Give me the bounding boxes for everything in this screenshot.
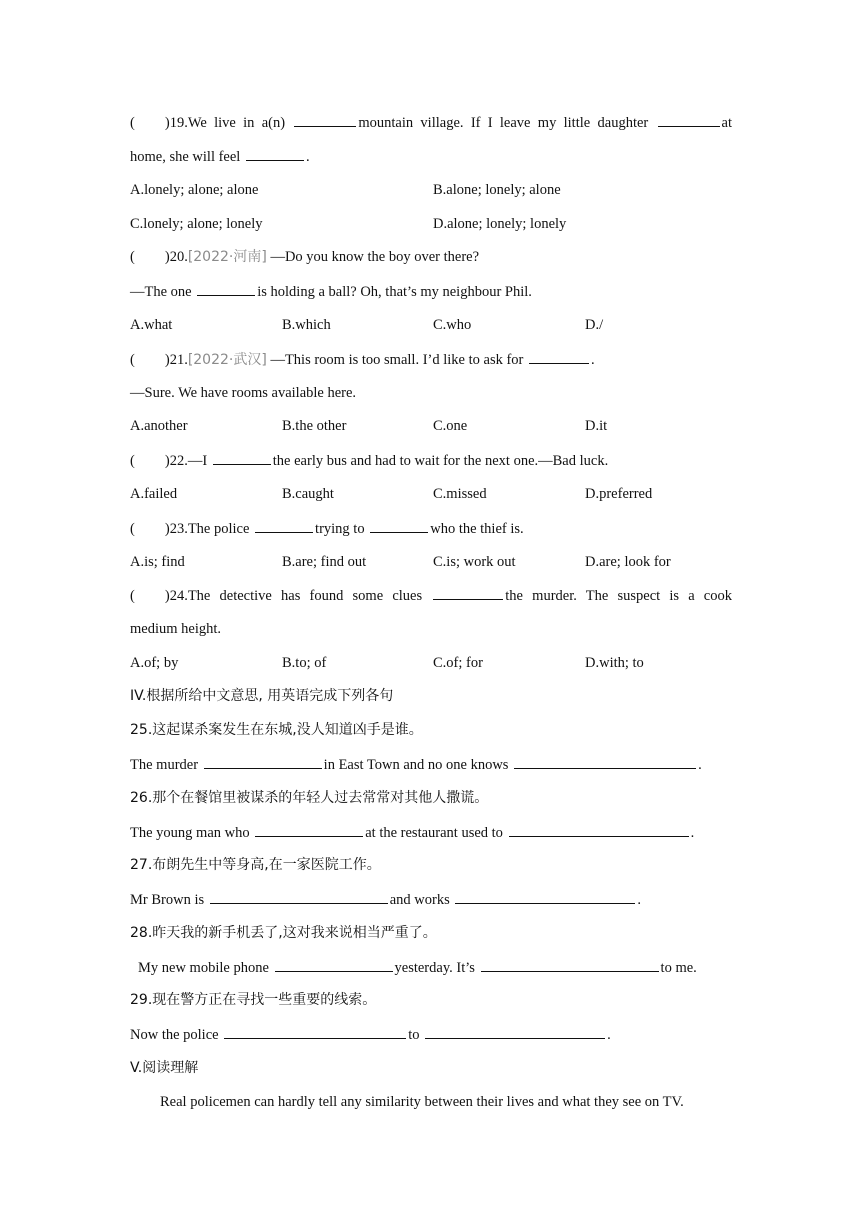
q20-paren-close: ) — [164, 249, 170, 265]
q19-paren-close: ) — [164, 115, 170, 131]
q22-option-d[interactable]: D.preferred — [585, 486, 653, 502]
q28-text-c: to me. — [660, 960, 697, 976]
q21-number: 21. — [169, 352, 188, 368]
q28-chinese: 28.昨天我的新手机丢了,这对我来说相当严重了。 — [130, 925, 437, 941]
q20-number: 20. — [169, 249, 188, 265]
q23-option-b[interactable]: B.are; find out — [282, 554, 367, 570]
q22-option-c[interactable]: C.missed — [433, 486, 487, 502]
q29-chinese: 29.现在警方正在寻找一些重要的线索。 — [130, 992, 377, 1008]
q24-option-d[interactable]: D.with; to — [585, 655, 644, 671]
q29-english — [130, 1024, 732, 1045]
q27-text-b: and works — [389, 892, 454, 908]
q24-paren-close: ) — [164, 588, 170, 604]
q23-option-a[interactable]: A.is; find — [130, 554, 185, 570]
q19-option-b[interactable]: B.alone; lonely; alone — [433, 182, 561, 198]
q22-paren-close: ) — [164, 453, 170, 469]
q23-option-c[interactable]: C.is; work out — [433, 554, 516, 570]
q19-blank-2[interactable] — [658, 112, 720, 127]
q27-blank-1[interactable] — [210, 889, 388, 904]
q23-option-d[interactable]: D.are; look for — [585, 554, 671, 570]
q23-line1 — [130, 518, 732, 539]
q22-blank[interactable] — [213, 450, 271, 465]
q25-text-a: The murder — [130, 757, 202, 773]
q20-line2 — [130, 281, 732, 302]
q19-line2 — [130, 146, 732, 167]
q26-chinese: 26.那个在餐馆里被谋杀的年轻人过去常常对其他人撒谎。 — [130, 790, 489, 806]
q25-text-c: . — [698, 757, 702, 773]
q24-line1 — [130, 585, 732, 606]
q22-number: 22. — [169, 453, 188, 469]
q28-text-a: My new mobile phone — [138, 960, 273, 976]
q20-blank[interactable] — [197, 281, 255, 296]
q22-line1 — [130, 450, 732, 471]
q20-paren-open: ( — [130, 249, 135, 265]
q23-blank-2[interactable] — [370, 518, 428, 533]
q26-text-b: at the restaurant used to — [365, 825, 507, 841]
q27-chinese: 27.布朗先生中等身高,在一家医院工作。 — [130, 857, 381, 873]
q20-option-d[interactable]: D./ — [585, 317, 604, 333]
q28-blank-2[interactable] — [481, 957, 659, 972]
q22-text-a: —I — [187, 453, 211, 469]
q23-paren-open: ( — [130, 521, 135, 537]
q20-text-a: —Do you know the boy over there? — [266, 249, 480, 265]
q24-blank[interactable] — [433, 585, 503, 600]
q26-text-c: . — [690, 825, 695, 841]
reading-paragraph: Real policemen can hardly tell any similarity between their lives and what they see on TV. — [160, 1094, 684, 1110]
q22-option-a[interactable]: A.failed — [130, 486, 178, 502]
q22-text-b: the early bus and had to wait for the next one.—Bad luck. — [272, 453, 609, 469]
q24-line2: medium height. — [130, 621, 222, 637]
q24-paren-open: ( — [130, 588, 135, 604]
q28-text-b: yesterday. It’s — [394, 960, 479, 976]
q29-blank-2[interactable] — [425, 1024, 605, 1039]
q28-english — [138, 957, 740, 978]
q25-text-b: in East Town and no one knows — [323, 757, 513, 773]
q20-option-b[interactable]: B.which — [282, 317, 331, 333]
section-v-title: V.阅读理解 — [130, 1060, 199, 1076]
q24-number: 24. — [169, 588, 188, 604]
q23-number: 23. — [169, 521, 188, 537]
q21-source: [2022·武汉] — [187, 352, 267, 368]
q21-line1 — [130, 349, 732, 370]
q25-chinese: 25.这起谋杀案发生在东城,没人知道凶手是谁。 — [130, 722, 423, 738]
q27-text-c: . — [637, 892, 642, 908]
q27-blank-2[interactable] — [455, 889, 635, 904]
q20-option-c[interactable]: C.who — [433, 317, 472, 333]
q19-option-d[interactable]: D.alone; lonely; lonely — [433, 216, 567, 232]
q21-blank[interactable] — [529, 349, 589, 364]
q25-blank-1[interactable] — [204, 754, 322, 769]
q21-option-d[interactable]: D.it — [585, 418, 608, 434]
q19-option-c[interactable]: C.lonely; alone; lonely — [130, 216, 263, 232]
q21-option-c[interactable]: C.one — [433, 418, 468, 434]
q24-text-b: the murder. The suspect is a cook — [505, 588, 732, 604]
q22-paren-open: ( — [130, 453, 135, 469]
q20-text-c: is holding a ball? Oh, that’s my neighbour Phil. — [257, 284, 532, 300]
q21-paren-close: ) — [164, 352, 170, 368]
q19-text-a: We live in a(n) — [187, 115, 293, 131]
q21-option-a[interactable]: A.another — [130, 418, 188, 434]
q29-text-a: Now the police — [130, 1027, 223, 1043]
q21-text-b: . — [591, 352, 595, 368]
q29-text-c: . — [607, 1027, 611, 1043]
q19-text-e: . — [305, 149, 310, 165]
q26-blank-1[interactable] — [255, 822, 363, 837]
q20-text-b: —The one — [130, 284, 196, 300]
q27-text-a: Mr Brown is — [130, 892, 208, 908]
q26-english — [130, 822, 732, 843]
q24-text-a: The detective has found some clues — [187, 588, 432, 604]
section-iv-title: IV.根据所给中文意思, 用英语完成下列各句 — [130, 688, 394, 704]
q24-option-b[interactable]: B.to; of — [282, 655, 327, 671]
q19-number: 19. — [169, 115, 188, 131]
q23-text-b: trying to — [315, 521, 369, 537]
q27-english — [130, 889, 732, 910]
q24-option-c[interactable]: C.of; for — [433, 655, 483, 671]
q29-text-b: to — [408, 1027, 424, 1043]
q26-text-a: The young man who — [130, 825, 254, 841]
q19-text-b: mountain village. If I leave my little daughter — [358, 115, 656, 131]
q20-line1 — [130, 247, 732, 267]
q21-option-b[interactable]: B.the other — [282, 418, 347, 434]
q25-blank-2[interactable] — [514, 754, 696, 769]
q20-source: [2022·河南] — [187, 249, 267, 265]
q23-paren-close: ) — [164, 521, 170, 537]
q24-option-a[interactable]: A.of; by — [130, 655, 179, 671]
q19-option-a[interactable]: A.lonely; alone; alone — [130, 182, 259, 198]
q19-paren-open: ( — [130, 115, 135, 131]
q28-blank-1[interactable] — [275, 957, 393, 972]
q19-text-c: at — [721, 115, 733, 131]
q23-text-a: The police — [187, 521, 254, 537]
q23-blank-1[interactable] — [255, 518, 313, 533]
q19-blank-3[interactable] — [246, 146, 304, 161]
q21-line2: —Sure. We have rooms available here. — [130, 385, 357, 401]
q26-blank-2[interactable] — [509, 822, 689, 837]
q21-text-a: —This room is too small. I’d like to ask for — [266, 352, 527, 368]
q25-english — [130, 754, 732, 775]
q21-paren-open: ( — [130, 352, 135, 368]
q19-blank-1[interactable] — [294, 112, 356, 127]
q29-blank-1[interactable] — [224, 1024, 406, 1039]
q20-option-a[interactable]: A.what — [130, 317, 173, 333]
q23-text-c: who the thief is. — [430, 521, 524, 537]
q19-line1 — [130, 112, 732, 133]
q22-option-b[interactable]: B.caught — [282, 486, 334, 502]
q19-text-d: home, she will feel — [130, 149, 244, 165]
